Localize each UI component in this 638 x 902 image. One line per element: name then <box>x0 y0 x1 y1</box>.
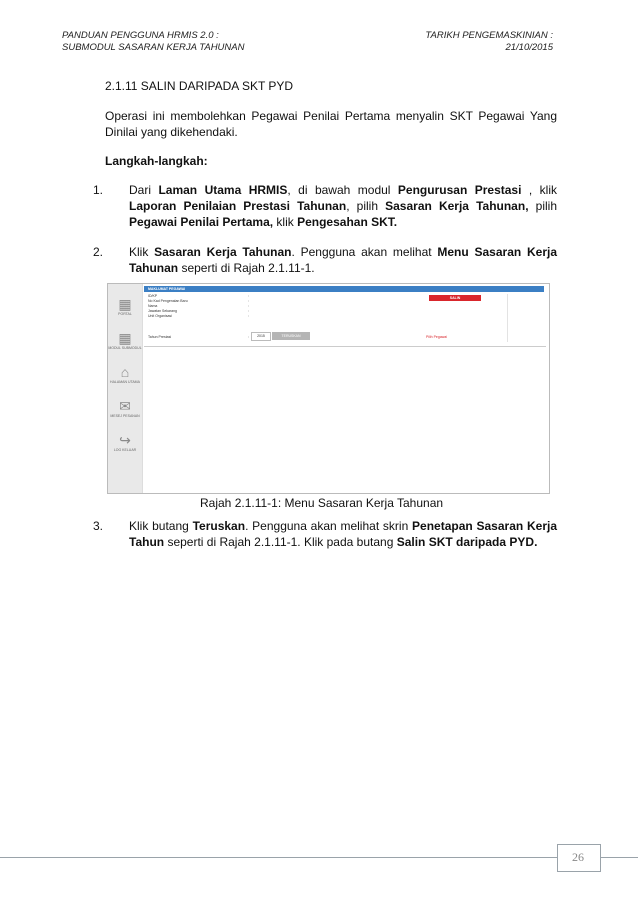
text: , klik <box>521 183 557 197</box>
section-title: 2.1.11 SALIN DARIPADA SKT PYD <box>105 79 294 93</box>
bold-text: Pegawai Penilai Pertama, <box>129 215 274 229</box>
text: seperti di Rajah 2.1.11-1. Klik pada butang <box>164 535 397 549</box>
bold-text: Laman Utama HRMIS <box>158 183 288 197</box>
button-label: SALIN <box>449 296 461 300</box>
page-content-lower <box>93 518 557 564</box>
text: pilih <box>528 199 557 213</box>
header-update-date: 21/10/2015 <box>505 42 553 53</box>
field-colon: : <box>248 309 249 313</box>
step-2 <box>93 244 557 276</box>
figure-right-panel <box>507 294 548 342</box>
page-header-left <box>62 30 244 54</box>
sidebar-item-logout[interactable] <box>108 426 142 466</box>
field-label: ID/KP <box>148 294 158 298</box>
field-label: Tahun Prestasi <box>148 335 172 339</box>
field-label: Jawatan Sekarang <box>148 309 177 313</box>
step-number: 1. <box>93 183 104 197</box>
bold-text: Pengurusan Prestasi <box>397 183 522 197</box>
sidebar-label: LOG KELUAR <box>113 448 137 452</box>
sidebar-label: HALAMAN UTAMA <box>110 380 140 384</box>
grid-icon: ▦ <box>118 296 132 312</box>
field-colon: : <box>248 299 249 303</box>
text: . Pengguna akan melihat skrin <box>245 519 413 533</box>
header-submodule: SUBMODUL SASARAN KERJA TAHUNAN <box>62 42 245 53</box>
field-label: Nama <box>148 304 158 308</box>
page-header-right <box>425 30 553 54</box>
home-icon: ⌂ <box>120 364 130 380</box>
page-content <box>93 78 557 290</box>
modules-icon: ▦ <box>118 330 132 346</box>
text: Dari <box>129 183 159 197</box>
figure-sidebar <box>108 284 143 493</box>
step-3 <box>93 518 557 550</box>
text: seperti di Rajah 2.1.11-1. <box>178 261 315 275</box>
text: Klik butang <box>129 519 193 533</box>
text: klik <box>273 215 298 229</box>
mail-icon: ✉ <box>119 398 131 414</box>
bold-text: Laporan Penilaian Prestasi Tahunan <box>129 199 347 213</box>
page-number: 26 <box>572 850 584 864</box>
field-colon: : <box>248 314 249 318</box>
field-colon: : <box>248 335 249 339</box>
field-colon: : <box>248 294 249 298</box>
figure-divider <box>144 346 546 347</box>
header-manual-title: PANDUAN PENGGUNA HRMIS 2.0 : <box>62 30 219 41</box>
year-select[interactable]: 2015 <box>251 332 271 341</box>
salin-button[interactable] <box>429 295 481 301</box>
text: , pilih <box>346 199 386 213</box>
text: . Pengguna akan melihat <box>291 245 438 259</box>
bold-text: Sasaran Kerja Tahunan, <box>385 199 529 213</box>
bold-text: Salin SKT daripada PYD. <box>396 535 538 549</box>
step-text <box>129 244 557 276</box>
steps-heading: Langkah-langkah: <box>105 154 208 168</box>
bold-text: Teruskan <box>192 519 246 533</box>
form-row <box>148 314 448 319</box>
button-label: TERUSKAN <box>281 334 301 338</box>
sidebar-label: MESEJ PESANAN <box>110 414 140 418</box>
footer-rule <box>0 857 638 858</box>
step-text <box>129 518 557 550</box>
text: Klik <box>129 245 155 259</box>
step-text <box>129 182 557 230</box>
logout-icon: ↪ <box>119 432 131 448</box>
field-label: No Kad Pengenalan Baru <box>148 299 188 303</box>
sidebar-label: MODUL SUBMODUL <box>108 346 142 350</box>
step-number: 2. <box>93 245 104 259</box>
field-label: Unit Organisasi <box>148 314 172 318</box>
header-update-label: TARIKH PENGEMASKINIAN : <box>425 30 553 41</box>
screenshot-figure <box>107 283 550 494</box>
figure-title-bar <box>144 286 544 292</box>
sidebar-label: PORTAL <box>118 312 132 316</box>
bold-text: Sasaran Kerja Tahunan <box>154 245 292 259</box>
teruskan-button[interactable] <box>272 332 310 340</box>
bold-text: Menu Sasaran Kerja Tahunan <box>129 245 557 275</box>
figure-caption: Rajah 2.1.11-1: Menu Sasaran Kerja Tahunan <box>200 496 444 510</box>
text: , di bawah modul <box>287 183 398 197</box>
pilih-pegawai-link[interactable]: Pilih Pegawai <box>426 335 448 339</box>
step-1 <box>93 182 557 230</box>
bold-text: Pengesahan SKT. <box>297 215 398 229</box>
intro-paragraph: Operasi ini membolehkan Pegawai Penilai Pertama menyalin SKT Pegawai Yang Dinilai yang dikehendaki. <box>105 109 557 139</box>
figure-bar-title: MAKLUMAT PEGAWAI <box>148 287 186 291</box>
field-colon: : <box>248 304 249 308</box>
step-number: 3. <box>93 519 104 533</box>
bold-text: Penetapan Sasaran Kerja Tahun <box>129 519 557 549</box>
